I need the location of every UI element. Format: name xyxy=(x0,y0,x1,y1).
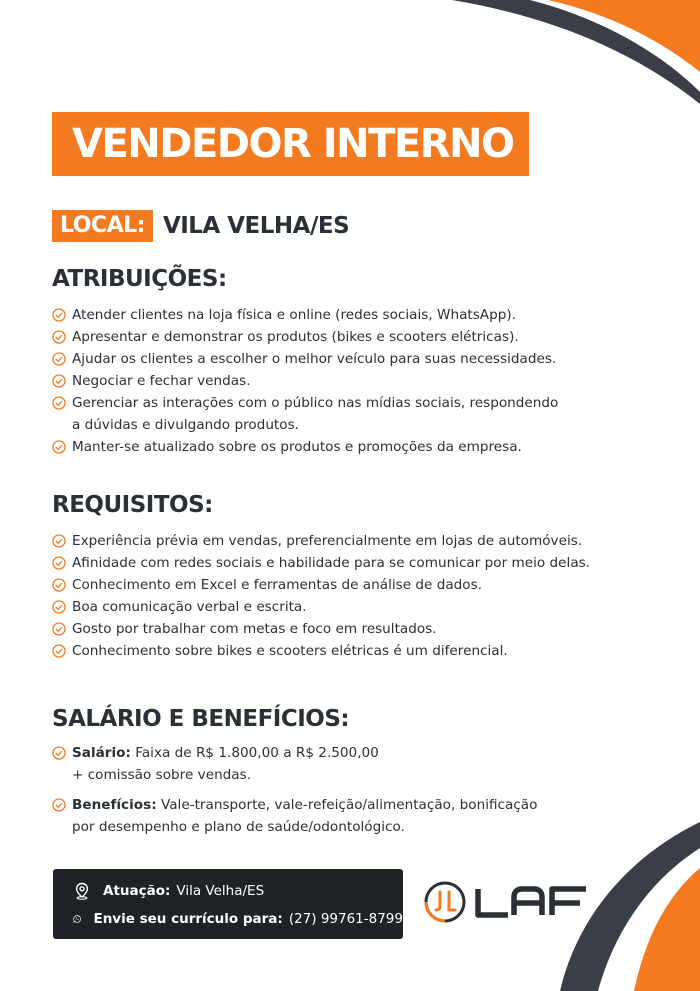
list-item-text: Conhecimento em Excel e ferramentas de análise de dados. xyxy=(72,577,483,593)
salario-list xyxy=(52,742,537,838)
beneficios-value: Vale-transporte, vale-refeição/alimentação, bonificação xyxy=(160,797,538,813)
location-row xyxy=(52,209,349,243)
list-item-text: Conhecimento sobre bikes e scooters elétricas é um diferencial. xyxy=(72,643,508,659)
list-item xyxy=(52,370,558,392)
list-item-text: Negociar e fechar vendas. xyxy=(72,373,251,389)
check-circle-icon xyxy=(52,600,66,614)
contact-box xyxy=(53,869,403,939)
atribuicoes-list xyxy=(52,304,558,458)
check-circle-icon xyxy=(52,308,66,322)
atribuicoes-heading: ATRIBUIÇÕES: xyxy=(52,266,227,292)
bottom-right-orange-swoosh xyxy=(634,868,700,991)
list-item xyxy=(52,596,590,618)
list-item xyxy=(52,304,558,326)
top-right-dark-swoosh xyxy=(452,0,700,104)
list-item xyxy=(52,640,590,662)
check-circle-icon xyxy=(52,330,66,344)
list-item-continuation xyxy=(52,414,558,436)
location-tag: LOCAL: xyxy=(52,210,153,242)
salario-label: Salário: xyxy=(72,745,131,761)
check-circle-icon xyxy=(52,440,66,454)
atuacao-line xyxy=(73,879,403,903)
check-circle-icon xyxy=(52,622,66,636)
check-circle-icon xyxy=(52,644,66,658)
laf-logo xyxy=(422,879,592,925)
list-item-text: Afinidade com redes sociais e habilidade para se comunicar por meio delas. xyxy=(72,555,591,571)
location-value: VILA VELHA/ES xyxy=(162,213,350,239)
requisitos-heading: REQUISITOS: xyxy=(52,492,213,518)
list-item xyxy=(52,530,590,552)
location-pin-icon xyxy=(73,882,91,900)
salario-commission: + comissão sobre vendas. xyxy=(72,767,252,783)
list-item xyxy=(52,348,558,370)
list-item-continuation xyxy=(52,764,537,786)
check-circle-icon xyxy=(52,798,66,812)
envie-label: Envie seu currículo para: xyxy=(93,911,283,927)
list-item-text: Gerenciar as interações com o público nas mídias sociais, respondendo xyxy=(72,395,559,411)
atuacao-label: Atuação: xyxy=(103,883,171,899)
list-item-text: Gosto por trabalhar com metas e foco em resultados. xyxy=(72,621,437,637)
salario-heading: SALÁRIO E BENEFÍCIOS: xyxy=(52,706,350,732)
check-circle-icon xyxy=(52,556,66,570)
beneficios-value-cont: por desempenho e plano de saúde/odontológico. xyxy=(72,819,405,835)
job-title: VENDEDOR INTERNO xyxy=(72,121,514,167)
list-item-continuation xyxy=(52,816,537,838)
list-item-text: Ajudar os clientes a escolher o melhor veículo para suas necessidades. xyxy=(72,351,557,367)
check-circle-icon xyxy=(52,374,66,388)
title-banner xyxy=(52,112,529,176)
list-item-text: Experiência prévia em vendas, preferencialmente em lojas de automóveis. xyxy=(72,533,583,549)
salario-value: Faixa de R$ 1.800,00 a R$ 2.500,00 xyxy=(135,745,379,761)
beneficios-label: Benefícios: xyxy=(72,797,157,813)
check-circle-icon xyxy=(52,396,66,410)
list-item-text: Apresentar e demonstrar os produtos (bikes e scooters elétricas). xyxy=(72,329,519,345)
list-item-text: Boa comunicação verbal e escrita. xyxy=(72,599,307,615)
list-item xyxy=(52,436,558,458)
phone-number[interactable]: (27) 99761-8799 xyxy=(288,911,403,927)
check-circle-icon xyxy=(52,534,66,548)
list-item-text: a dúvidas e divulgando produtos. xyxy=(72,417,299,433)
list-item xyxy=(52,326,558,348)
list-item xyxy=(52,552,590,574)
list-item xyxy=(52,574,590,596)
list-item-salario xyxy=(52,742,537,764)
list-item-text: Manter-se atualizado sobre os produtos e promoções da empresa. xyxy=(72,439,522,455)
list-item-text: Atender clientes na loja física e online (redes sociais, WhatsApp). xyxy=(72,307,516,323)
envie-line xyxy=(73,907,403,931)
atuacao-value: Vila Velha/ES xyxy=(176,883,265,899)
requisitos-list xyxy=(52,530,590,662)
list-item-beneficios xyxy=(52,794,537,816)
whatsapp-icon xyxy=(73,910,81,928)
top-right-orange-swoosh xyxy=(548,0,700,72)
list-item xyxy=(52,618,590,640)
list-item xyxy=(52,392,558,414)
check-circle-icon xyxy=(52,352,66,366)
check-circle-icon xyxy=(52,578,66,592)
check-circle-icon xyxy=(52,746,66,760)
